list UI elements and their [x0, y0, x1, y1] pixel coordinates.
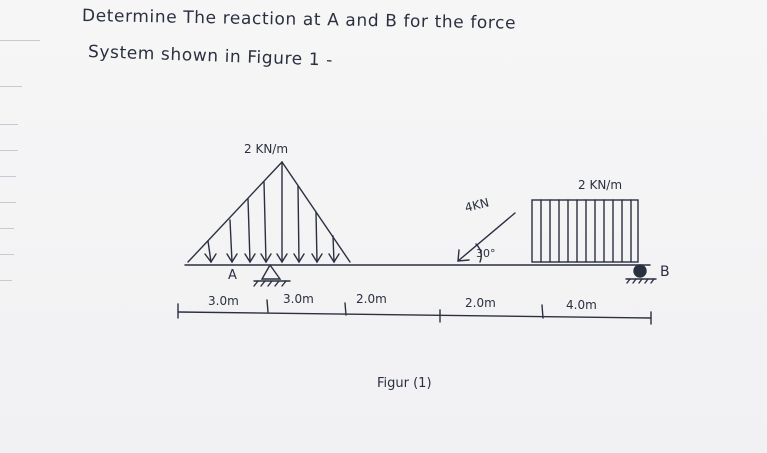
- dimension-label: 2.0m: [356, 292, 387, 306]
- support-b-label: B: [660, 264, 670, 280]
- support-a-label: A: [228, 268, 237, 283]
- support-a-pin: [254, 265, 290, 286]
- uniform-load-label: 2 KN/m: [578, 178, 623, 192]
- question-line-2: System shown in Figure 1 -: [87, 42, 334, 71]
- dimension-label: 4.0m: [566, 298, 597, 312]
- dimension-label: 2.0m: [465, 296, 496, 310]
- triangular-load-label: 2 KN/m: [244, 142, 289, 156]
- support-b-roller: [626, 265, 656, 283]
- question-line-1: Determine The reaction at A and B for the force: [81, 6, 517, 34]
- dimension-label: 3.0m: [283, 292, 314, 306]
- triangular-distributed-load: [188, 162, 350, 262]
- figure-caption: Figur (1): [377, 376, 432, 391]
- point-load-label: 4KN: [463, 195, 491, 215]
- angle-label: 30°: [476, 247, 496, 260]
- uniform-distributed-load: [532, 200, 638, 262]
- dimension-label: 3.0m: [208, 294, 239, 308]
